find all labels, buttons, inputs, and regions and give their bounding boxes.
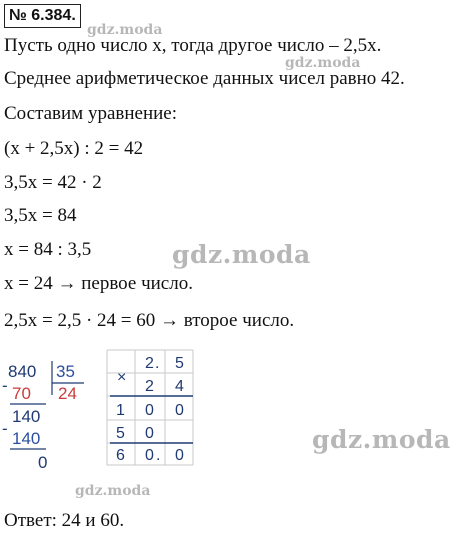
division-quotient: 24 xyxy=(58,384,77,403)
task-number-badge: № 6.384. xyxy=(4,4,81,28)
text-line-1: Пусть одно число x, тогда другое число – 2,5x. xyxy=(4,35,382,56)
mult-partial2-digit-2: 0 xyxy=(145,425,154,442)
mult-row2-digit-2: 4 xyxy=(175,378,184,395)
watermark-3: gdz.moda xyxy=(172,240,311,269)
multiplication-sign: × xyxy=(117,369,127,386)
watermark-5: gdz.moda xyxy=(75,483,151,499)
mult-partial1-digit-3: 0 xyxy=(175,402,184,419)
column-multiplication xyxy=(105,348,200,468)
answer-line: Ответ: 24 и 60. xyxy=(4,510,125,531)
mult-row1-decimal: . xyxy=(155,355,160,372)
equation-line-3: 3,5x = 84 xyxy=(4,205,77,226)
mult-result-digit-3: 0 xyxy=(175,447,184,464)
text-line-2: Среднее арифметическое данных чисел равно 42. xyxy=(4,68,405,89)
equation-line-2: 3,5x = 42 · 2 xyxy=(4,172,102,193)
division-minus-1: - xyxy=(2,376,8,395)
watermark-1: gdz.moda xyxy=(87,22,163,38)
long-division xyxy=(0,355,110,485)
mult-result-digit-1: 6 xyxy=(116,447,125,464)
watermark-2: gdz.moda xyxy=(285,55,361,71)
mult-row2-digit-1: 2 xyxy=(145,378,154,395)
mult-result-digit-2: 0 xyxy=(145,447,154,464)
watermark-4: gdz.moda xyxy=(312,425,451,454)
mult-row1-digit-2: 5 xyxy=(175,355,184,372)
division-subtrahend-1: 70 xyxy=(12,384,31,403)
equation-line-6: 2,5x = 2,5 · 24 = 60 → второе число. xyxy=(4,310,295,331)
equation-line-1: (x + 2,5x) : 2 = 42 xyxy=(4,138,144,159)
equation-line-4: x = 84 : 3,5 xyxy=(4,239,92,260)
division-subtrahend-2: 140 xyxy=(12,429,41,448)
mult-partial2-digit-1: 5 xyxy=(116,425,125,442)
equation-line-5: x = 24 → первое число. xyxy=(4,273,193,294)
division-remainder-1: 140 xyxy=(12,407,41,426)
mult-row1-digit-1: 2 xyxy=(145,355,154,372)
mult-partial1-digit-1: 1 xyxy=(116,402,125,419)
division-dividend: 840 xyxy=(8,362,37,381)
division-minus-2: - xyxy=(2,419,8,438)
division-remainder-2: 0 xyxy=(38,453,48,472)
mult-partial1-digit-2: 0 xyxy=(145,402,154,419)
division-divisor: 35 xyxy=(56,362,75,381)
mult-result-decimal: . xyxy=(156,447,161,464)
text-line-3: Составим уравнение: xyxy=(4,103,178,124)
